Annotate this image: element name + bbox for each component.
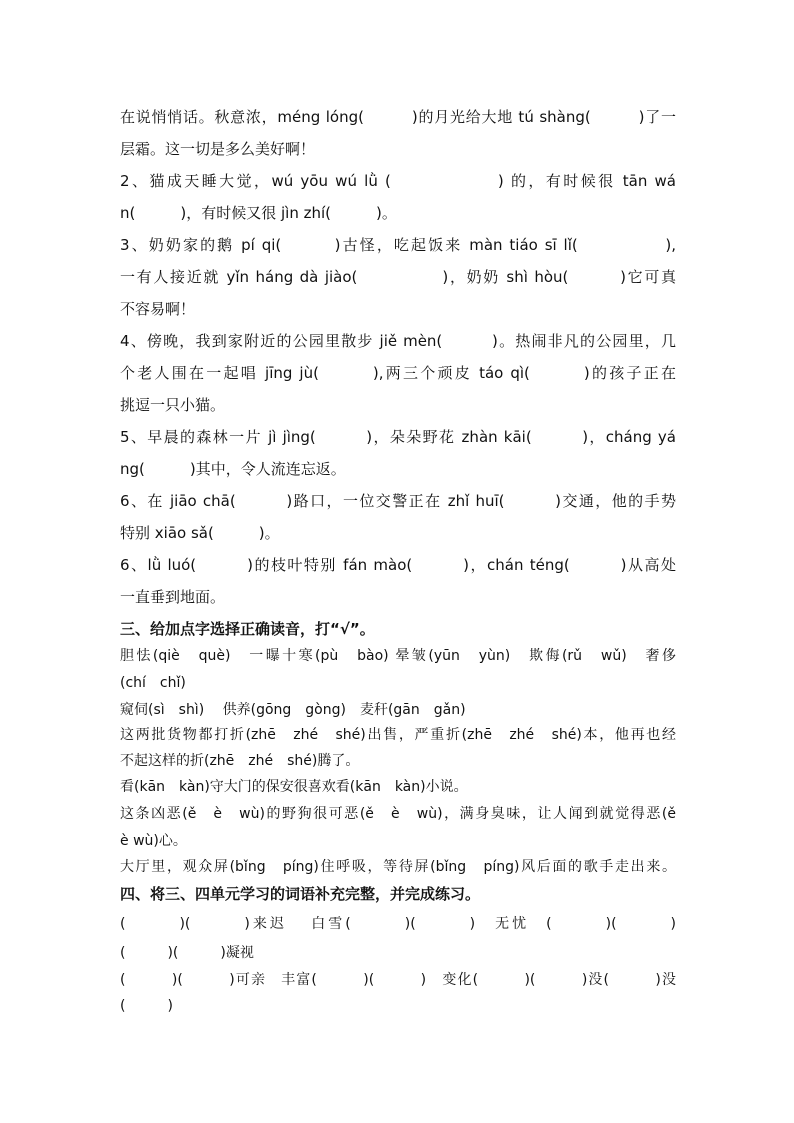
text-line: 不容易啊！: [120, 300, 196, 318]
section-heading: 四、将三、四单元学习的词语补充完整，并完成练习。: [120, 885, 481, 903]
text-line: 大厅里，观众屏(bǐng píng)住呼吸，等待屏(bǐng píng)风后面的歌手走出来。: [120, 859, 676, 875]
text-line: 3、奶奶家的鹅 pí qi( )古怪，吃起饭来 màn tiáo sī lǐ( ),: [120, 236, 676, 254]
text-line: 个老人围在一起唱 jīng jù( ),两三个顽皮 táo qì( )的孩子正在: [120, 364, 676, 382]
text-line: 5、早晨的森林一片 jì jìng( )，朵朵野花 zhàn kāi( )，cháng yá: [120, 428, 676, 446]
text-line: 6、lǜ luó( )的枝叶特别 fán mào( )，chán téng( )从高处: [120, 556, 676, 574]
text-line: ( )( )凝视: [120, 945, 254, 961]
text-line: 特别 xiāo sǎ( )。: [120, 524, 280, 542]
text-line: 2、猫成天睡大觉，wú yōu wú lǜ ( ) 的，有时候很 tān wá: [120, 172, 676, 190]
text-line: (chí chǐ): [120, 675, 186, 691]
text-line: ( )( )来迟 白雪( )( ) 无忧 ( )( ): [120, 916, 676, 932]
text-line: è wù)心。: [120, 833, 187, 849]
text-line: 窥伺(sì shì) 供养(gōng gòng) 麦秆(gān gǎn): [120, 702, 466, 718]
text-line: 6、在 jiāo chā( )路口，一位交警正在 zhǐ huī( )交通，他的手势: [120, 492, 676, 510]
text-line: 层霜。这一切是多么美好啊！: [120, 140, 316, 158]
text-line: ( )( )可亲 丰富( )( ) 变化( )( )没( )没: [120, 972, 676, 988]
text-line: ( ): [120, 998, 173, 1014]
text-line: 在说悄悄话。秋意浓，méng lóng( )的月光给大地 tú shàng( )了一: [120, 108, 676, 126]
text-line: 这条凶恶(ě è wù)的野狗很可恶(ě è wù)，满身臭味，让人闻到就觉得恶(ě: [120, 806, 676, 822]
text-line: 胆怯(qiè què) 一曝十寒(pù bào) 晕皱(yūn yùn) 欺侮(rǔ wǔ) 奢侈: [120, 648, 676, 664]
text-line: n( )，有时候又很 jìn zhí( )。: [120, 204, 397, 222]
text-line: 一直垂到地面。: [120, 588, 226, 606]
text-line: ng( )其中，令人流连忘返。: [120, 460, 346, 478]
text-line: 4、傍晚，我到家附近的公园里散步 jiě mèn( )。热闹非凡的公园里，几: [120, 332, 676, 350]
text-line: 看(kān kàn)守大门的保安很喜欢看(kān kàn)小说。: [120, 779, 468, 795]
text-line: 一有人接近就 yǐn háng dà jiào( )，奶奶 shì hòu( )它可真: [120, 268, 676, 286]
text-line: 这两批货物都打折(zhē zhé shé)出售，严重折(zhē zhé shé)本，他再也经: [120, 727, 676, 743]
section-heading: 三、给加点字选择正确读音，打“√”。: [120, 620, 375, 638]
text-line: 挑逗一只小猫。: [120, 396, 226, 414]
text-line: 不起这样的折(zhē zhé shé)腾了。: [120, 753, 360, 769]
